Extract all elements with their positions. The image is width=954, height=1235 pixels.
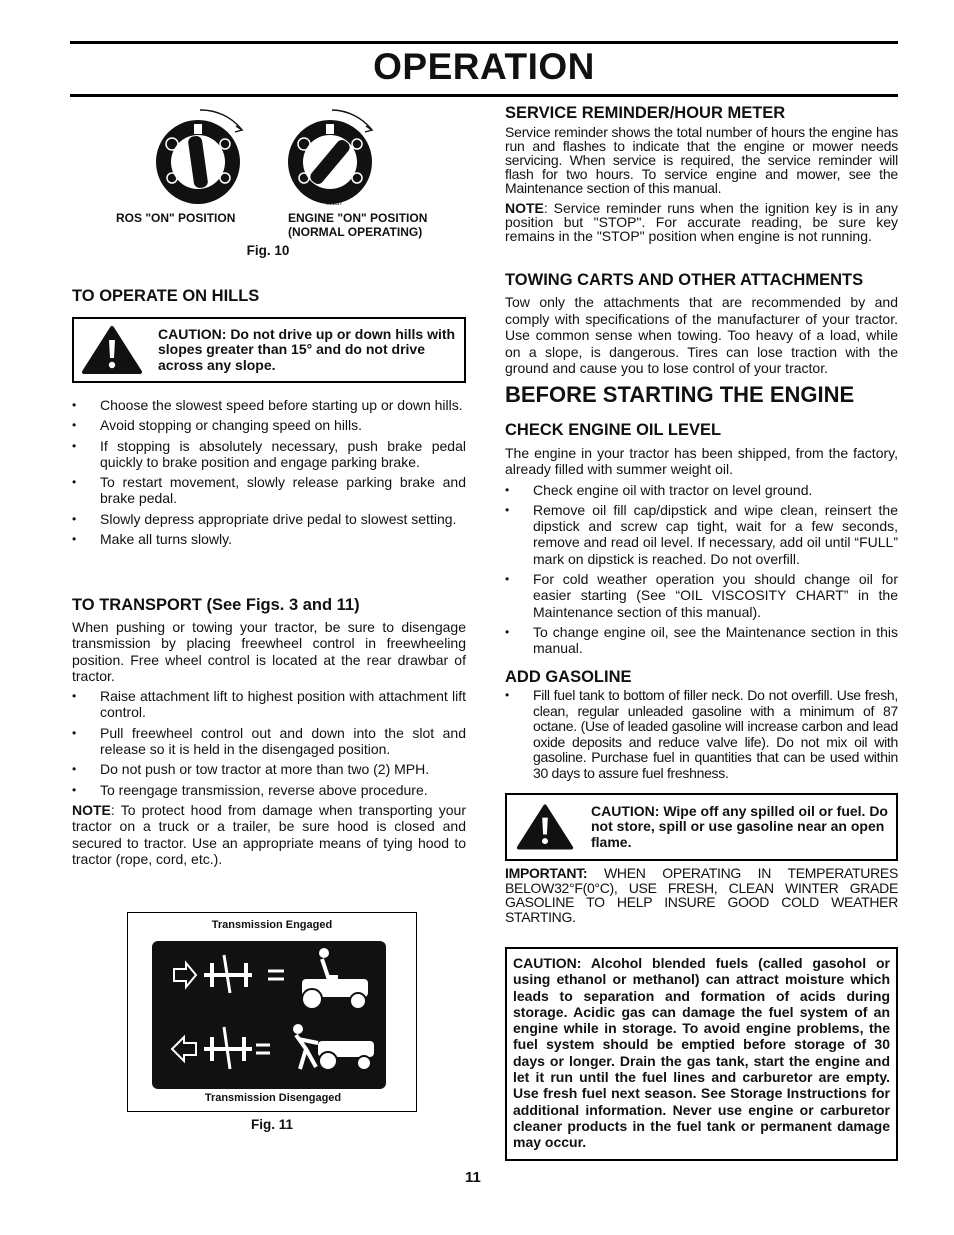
fig11-label: Fig. 11	[250, 1117, 294, 1132]
ignition-switch-engine-icon	[288, 110, 372, 204]
fig10-label: Fig. 10	[246, 243, 290, 258]
fig11-engaged-label: Transmission Engaged	[211, 919, 333, 931]
list-item: • To restart movement, slowly release parking brake and brake pedal.	[72, 474, 466, 507]
before-heading: BEFORE STARTING THE ENGINE	[505, 382, 855, 407]
transport-bullets	[72, 688, 466, 798]
gas-bullets	[505, 688, 898, 781]
important-note: IMPORTANT: WHEN OPERATING IN TEMPERATURES BELOW32°F(0°C), USE FRESH, CLEAN WINTER GRADE GASOLINE TO HELP INSURE GOOD COLD WEATHER STARTING.	[505, 865, 898, 925]
service-heading: SERVICE REMINDER/HOUR METER	[505, 104, 786, 122]
gas-caution-text: CAUTION: Wipe off any spilled oil or fuel. Do not store, spill or use gasoline near an open flame.	[591, 802, 888, 850]
header-rule-bottom	[70, 94, 898, 97]
oil-intro: The engine in your tractor has been shipped, from the factory, already filled with summer weight oil.	[505, 445, 898, 478]
list-item: • To change engine oil, see the Maintenance section in this manual.	[505, 624, 898, 657]
transport-section	[72, 595, 466, 867]
transport-note: NOTE: To protect hood from damage when transporting your tractor on a truck or a trailer, be sure hood is closed and secured to tractor. Use an appropriate means of tying hood to tractor (rope, cord, etc.).	[72, 801, 466, 867]
service-section	[505, 103, 898, 243]
list-item: • Check engine oil with tractor on level ground.	[505, 482, 898, 498]
list-item: • Raise attachment lift to highest position with attachment lift control.	[72, 688, 466, 721]
hills-caution-box	[72, 317, 466, 383]
alcohol-caution-box	[505, 947, 898, 1161]
towing-section	[505, 270, 898, 377]
page-title: OPERATION	[373, 46, 595, 87]
freewheel-diagram-icon	[152, 941, 386, 1089]
list-item: • Do not push or tow tractor at more than two (2) MPH.	[72, 761, 466, 777]
list-item: • To reengage transmission, reverse above procedure.	[72, 782, 466, 798]
gas-section	[505, 667, 898, 781]
service-note: NOTE: Service reminder runs when the ignition key is in any position but "STOP". For accurate reading, be sure key remains in the "STOP" position when engine is not running.	[505, 200, 898, 244]
header-rule-top	[70, 41, 898, 44]
transport-intro: When pushing or towing your tractor, be sure to disengage transmission by placing freewheel control in freewheeling position. Free wheel control is located at the rear drawbar of tractor.	[72, 619, 466, 684]
hills-bullets	[72, 397, 466, 547]
towing-text: Tow only the attachments that are recommended by and comply with specifications of the manufacturer of your tractor. Use common sense when towing. Too heavy of a load, while on a slope, is dangerous. Tires can lose traction with the ground and cause you to lose control of your tractor.	[505, 294, 898, 377]
oil-section	[505, 420, 898, 657]
fig10-illustration	[150, 104, 450, 214]
fig10-ros-caption: ROS "ON" POSITION	[116, 211, 236, 225]
before-section	[505, 382, 898, 408]
gas-caution-box	[505, 793, 898, 861]
service-text: Service reminder shows the total number of hours the engine has run and flashes to indicate that the engine or mower needs servicing. When service is required, the service reminder will flash for two hours. To service engine and mower, see the Maintenance section of this manual.	[505, 124, 898, 196]
list-item: • For cold weather operation you should change oil for easier starting (See “OIL VISCOSITY CHART” in the Maintenance section of this manual).	[505, 571, 898, 620]
ignition-switch-ros-icon	[156, 110, 242, 204]
fig11-box	[127, 912, 417, 1112]
hills-section	[72, 286, 466, 547]
list-item: • Slowly depress appropriate drive pedal to slowest setting.	[72, 511, 466, 527]
list-item: • Avoid stopping or changing speed on hills.	[72, 417, 466, 433]
list-item: • If stopping is absolutely necessary, push brake pedal quickly to brake position and engage parking brake.	[72, 438, 466, 471]
oil-bullets	[505, 482, 898, 657]
list-item: • Remove oil fill cap/dipstick and wipe clean, reinsert the dipstick and screw cap tight, wait for a few seconds, remove and read oil level. If necessary, add oil until “FULL” mark on dipstick is reached. Do not overfill.	[505, 502, 898, 567]
fig10-engine-caption: ENGINE "ON" POSITION (NORMAL OPERATING)	[288, 211, 428, 239]
transport-heading: TO TRANSPORT (See Figs. 3 and 11)	[72, 596, 360, 614]
alcohol-caution-text: CAUTION: Alcohol blended fuels (called gasohol or using ethanol or methanol) can attract moisture which leads to separation and formation of acids during storage. Acidic gas can damage the fuel system of an engine while in storage. To avoid engine problems, the fuel system should be emptied before storage of 30 days or longer. Drain the gas tank, start the engine and let it run until the fuel lines and carburetor are empty. Use fresh fuel next season. See Storage Instructions for additional information. Never use engine or carburetor cleaner products in the fuel tank or permanent damage may occur.	[513, 955, 890, 1151]
towing-heading: TOWING CARTS AND OTHER ATTACHMENTS	[505, 271, 864, 289]
hills-heading: TO OPERATE ON HILLS	[72, 287, 260, 305]
fig10-part-number: 02857	[326, 201, 343, 207]
list-item: • Make all turns slowly.	[72, 531, 466, 547]
hills-caution-text: CAUTION: Do not drive up or down hills with slopes greater than 15° and do not drive across any slope.	[158, 325, 456, 373]
list-item: • Pull freewheel control out and down into the slot and release so it is held in the disengaged position.	[72, 725, 466, 758]
fig11-disengaged-label: Transmission Disengaged	[204, 1092, 342, 1104]
page-number: 11	[465, 1169, 481, 1186]
oil-heading: CHECK ENGINE OIL LEVEL	[505, 421, 722, 439]
list-item: • Fill fuel tank to bottom of filler neck. Do not overfill. Use fresh, clean, regular unleaded gasoline with a minimum of 87 octane. (Use of leaded gasoline will increase carbon and lead oxide deposits and reduce valve life). Do not mix oil with gasoline. Purchase fuel in quantities that can be used within 30 days to assure fuel freshness.	[505, 688, 898, 781]
gas-heading: ADD GASOLINE	[505, 668, 632, 686]
list-item: • Choose the slowest speed before starting up or down hills.	[72, 397, 466, 413]
warning-icon	[515, 802, 575, 852]
warning-icon	[80, 324, 144, 376]
